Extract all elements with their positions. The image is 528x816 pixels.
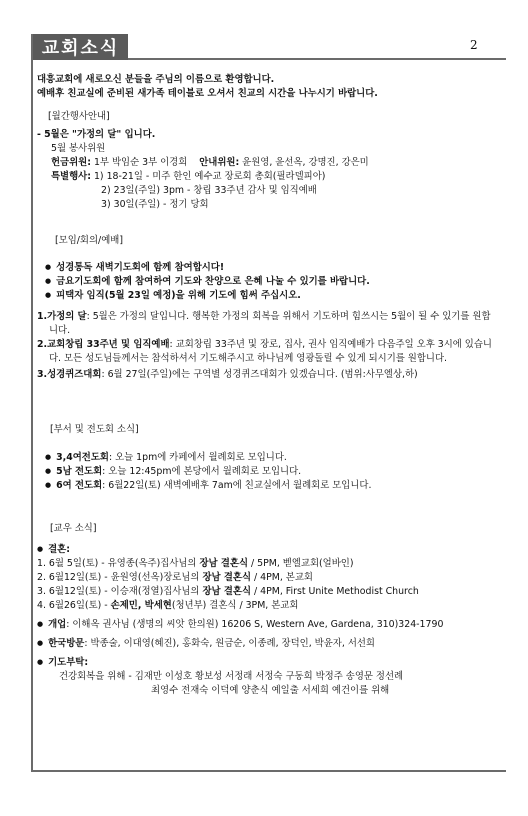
section-title: 교회소식 bbox=[33, 34, 128, 60]
members-heading: [교우 소식] bbox=[50, 523, 97, 534]
monthly-block bbox=[37, 128, 497, 212]
month-theme: - 5월은 "가정의 달" 입니다. bbox=[37, 129, 156, 140]
meeting-item: 2.교회창립 33주년 및 임직예배: 교회창립 33주년 및 장로, 집사, 권사 임직예배가 다음주일 오후 3시에 있습니다. 모든 성도님들께서는 참석하셔서 기도해주시고 하나님께 영광돌릴 수 있게 되시기를 원합니다. bbox=[37, 339, 492, 364]
meetings-bullets bbox=[45, 261, 505, 303]
wedding-item: 1. 6월 5일(토) - 유영종(옥주)집사님의 장남 결혼식 / 5PM, 벧엘교회(얼바인) bbox=[37, 558, 354, 569]
prayer-line: 건강회복을 위해 - 김재만 이성호 황보성 서정래 서정숙 구동희 박정주 송영문 정선례 bbox=[59, 671, 404, 682]
groups-block bbox=[45, 451, 505, 493]
event-line: 3) 30일(주일) - 정기 당회 bbox=[101, 199, 209, 210]
guide-label: 안내위원: bbox=[199, 157, 240, 168]
page-border-top bbox=[128, 58, 506, 60]
group-item: ● 5남 전도회: 오늘 12:45pm에 본당에서 월례회로 모입니다. bbox=[45, 465, 505, 479]
prayer-label: ● 기도부탁: bbox=[37, 656, 497, 670]
korea-visit-item: ● 한국방문: 박종술, 이대영(혜진), 홍화숙, 원금순, 이종례, 장덕인, 박윤자, 서선희 bbox=[37, 637, 497, 651]
monthly-heading: [월간행사안내] bbox=[48, 111, 110, 122]
meeting-item: 1.가정의 달: 5월은 가정의 달입니다. 행복한 가정의 회복을 위해서 기도하며 힘쓰시는 5월이 될 수 있기를 원합니다. bbox=[37, 311, 491, 336]
groups-heading: [부서 및 전도회 소식] bbox=[50, 424, 139, 435]
meeting-item: 3.성경퀴즈대회: 6월 27일(주일)에는 구역별 성경퀴즈대회가 있겠습니다. (범위:사무엘상,하) bbox=[37, 369, 418, 380]
page-number: 2 bbox=[470, 38, 478, 52]
meetings-items bbox=[37, 310, 499, 382]
guide-text: 윤원영, 윤선옥, 강명진, 강은미 bbox=[239, 157, 369, 168]
page-border-bottom bbox=[31, 770, 506, 772]
page-border-left bbox=[31, 34, 33, 772]
welcome-line: 대흥교회에 새로오신 분들을 주님의 이름으로 환영합니다. bbox=[37, 74, 275, 85]
prayer-line: 최영수 전재숙 이덕예 양춘식 예일출 서세희 예건이를 위해 bbox=[151, 685, 390, 696]
offering-label: 헌금위원: bbox=[51, 157, 91, 168]
offering-text: 1부 박임순 3부 이경희 bbox=[90, 157, 188, 168]
meeting-bullet: ● 성경통독 새벽기도회에 함께 참여합시다! bbox=[45, 261, 505, 275]
meetings-heading: [모임/회의/예배] bbox=[55, 235, 123, 246]
opening-item: ● 개업: 이해옥 권사님 (생명의 씨앗 한의원) 16206 S, Western Ave, Gardena, 310)324-1790 bbox=[37, 618, 497, 632]
meeting-bullet: ● 금요기도회에 함께 참여하여 기도와 찬양으로 은혜 나눌 수 있기를 바랍니다. bbox=[45, 275, 505, 289]
service-members bbox=[37, 156, 497, 170]
welcome-block bbox=[37, 73, 497, 101]
event-line: 특별행사: 1) 18-21일 - 미주 한인 예수교 장로회 총회(필라델피아) bbox=[51, 171, 326, 182]
wedding-item: 2. 6월12일(토) - 윤원영(선옥)장로님의 장남 결혼식 / 4PM, 본교회 bbox=[37, 572, 313, 583]
meeting-bullet: ● 피택자 임직(5월 23일 예정)을 위해 기도에 힘써 주십시오. bbox=[45, 289, 505, 303]
events-label: 특별행사: bbox=[51, 171, 91, 182]
group-item: ● 3,4여전도회: 오늘 1pm에 카페에서 월례회로 모입니다. bbox=[45, 451, 505, 465]
wedding-label: ● 결혼: bbox=[37, 543, 497, 557]
welcome-line: 예배후 친교실에 준비된 새가족 테이블로 오셔서 친교의 시간을 나누시기 바랍니다. bbox=[37, 88, 378, 99]
group-item: ● 6여 전도회: 6월22일(토) 새벽예배후 7am에 친교실에서 월례회로 모입니다. bbox=[45, 479, 505, 493]
members-block bbox=[37, 543, 497, 698]
wedding-item: 4. 6월26일(토) - 손제민, 박세현(청년부) 결혼식 / 3PM, 본교회 bbox=[37, 600, 299, 611]
wedding-item: 3. 6월12일(토) - 이승재(정열)집사님의 장남 결혼식 / 4PM, First Unite Methodist Church bbox=[37, 586, 419, 597]
service-title: 5월 봉사위원 bbox=[51, 143, 106, 154]
event-line: 2) 23일(주일) 3pm - 창립 33주년 감사 및 임직예배 bbox=[101, 185, 317, 196]
